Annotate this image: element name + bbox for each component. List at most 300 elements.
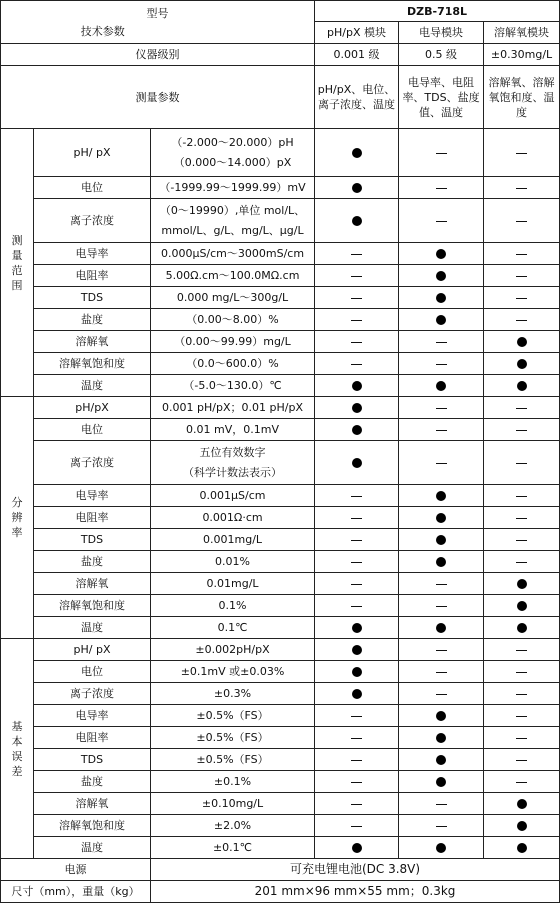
resolution-row [1, 551, 560, 573]
model-label: 型号 [146, 7, 169, 20]
support-ph [315, 529, 399, 551]
accuracy-label: 仪器级别 [1, 44, 315, 66]
not-supported-dash-icon [436, 463, 447, 464]
error-row [1, 749, 560, 771]
supported-dot-icon [352, 403, 362, 413]
range-row [1, 177, 560, 199]
group-char: 围 [11, 278, 23, 292]
support-conductivity [399, 375, 484, 397]
value-line: 5.00Ω.cm～100.0MΩ.cm [165, 269, 300, 282]
support-do [484, 441, 560, 485]
param-value [151, 243, 315, 265]
param-name: 溶解氧 [34, 331, 151, 353]
value-line: （0～19990）,单位 mol/L、 [159, 203, 306, 217]
range-row [1, 353, 560, 375]
range-row [1, 243, 560, 265]
not-supported-dash-icon [436, 804, 447, 805]
support-do [484, 749, 560, 771]
support-conductivity [399, 529, 484, 551]
support-do [484, 837, 560, 859]
not-supported-dash-icon [436, 153, 447, 154]
size-weight-row [1, 881, 560, 903]
not-supported-dash-icon [351, 298, 362, 299]
support-ph [315, 595, 399, 617]
param-name: 电位 [34, 419, 151, 441]
group-char: 率 [11, 526, 23, 539]
support-do [484, 815, 560, 837]
supported-dot-icon [517, 601, 527, 611]
group-char: 差 [11, 764, 23, 778]
param-name: pH/ pX [34, 129, 151, 177]
value-line: （-1999.99～1999.99）mV [159, 181, 306, 194]
not-supported-dash-icon [436, 430, 447, 431]
param-value [151, 287, 315, 309]
range-row [1, 129, 560, 177]
supported-dot-icon [517, 337, 527, 347]
param-value [151, 353, 315, 375]
value-line: ±0.1℃ [212, 841, 253, 854]
group-char: 测 [11, 233, 23, 247]
param-value [151, 595, 315, 617]
support-do [484, 595, 560, 617]
error-row [1, 705, 560, 727]
param-value [151, 837, 315, 859]
param-name: 溶解氧 [34, 793, 151, 815]
accuracy-ph: 0.001 级 [315, 44, 399, 66]
not-supported-dash-icon [516, 518, 527, 519]
error-group-label [1, 639, 34, 859]
param-name: pH/ pX [34, 639, 151, 661]
resolution-row [1, 573, 560, 595]
support-conductivity [399, 837, 484, 859]
range-row [1, 287, 560, 309]
support-ph [315, 397, 399, 419]
error-row [1, 771, 560, 793]
support-conductivity [399, 243, 484, 265]
value-line: 0.01mg/L [206, 577, 259, 590]
support-conductivity [399, 199, 484, 243]
supported-dot-icon [517, 359, 527, 369]
not-supported-dash-icon [351, 584, 362, 585]
param-value [151, 129, 315, 177]
support-conductivity [399, 705, 484, 727]
support-ph [315, 375, 399, 397]
param-name: 电阻率 [34, 727, 151, 749]
not-supported-dash-icon [436, 342, 447, 343]
param-name: 离子浓度 [34, 441, 151, 485]
size-weight-value: 201 mm×96 mm×55 mm；0.3kg [151, 881, 560, 903]
not-supported-dash-icon [351, 738, 362, 739]
not-supported-dash-icon [516, 298, 527, 299]
support-ph [315, 683, 399, 705]
support-do [484, 287, 560, 309]
support-do [484, 353, 560, 375]
not-supported-dash-icon [516, 153, 527, 154]
resolution-row [1, 529, 560, 551]
supported-dot-icon [352, 381, 362, 391]
supported-dot-icon [352, 183, 362, 193]
support-do [484, 617, 560, 639]
range-row [1, 331, 560, 353]
supported-dot-icon [436, 293, 446, 303]
support-conductivity [399, 265, 484, 287]
not-supported-dash-icon [351, 716, 362, 717]
param-value [151, 529, 315, 551]
power-row [1, 859, 560, 881]
support-conductivity [399, 639, 484, 661]
value-line: ±0.002pH/pX [195, 643, 270, 656]
support-conductivity [399, 771, 484, 793]
support-ph [315, 815, 399, 837]
support-do [484, 419, 560, 441]
value-line: 0.01% [215, 555, 250, 568]
support-conductivity [399, 331, 484, 353]
support-conductivity [399, 793, 484, 815]
not-supported-dash-icon [516, 760, 527, 761]
support-ph [315, 617, 399, 639]
supported-dot-icon [352, 645, 362, 655]
support-ph [315, 485, 399, 507]
support-ph [315, 353, 399, 375]
supported-dot-icon [436, 711, 446, 721]
not-supported-dash-icon [516, 408, 527, 409]
value-line: （科学计数法表示） [183, 465, 283, 479]
value-line: 0.001 pH/pX；0.01 pH/pX [162, 401, 303, 414]
supported-dot-icon [436, 777, 446, 787]
support-ph [315, 749, 399, 771]
param-name: 盐度 [34, 771, 151, 793]
header-corner-cell [1, 1, 315, 44]
support-conductivity [399, 507, 484, 529]
group-char: 分 [11, 496, 23, 509]
group-char: 误 [11, 749, 23, 763]
group-char: 本 [11, 734, 23, 748]
supported-dot-icon [436, 535, 446, 545]
param-name: 温度 [34, 617, 151, 639]
supported-dot-icon [436, 315, 446, 325]
support-do [484, 375, 560, 397]
support-do [484, 331, 560, 353]
param-name: TDS [34, 749, 151, 771]
support-do [484, 485, 560, 507]
support-do [484, 529, 560, 551]
support-do [484, 199, 560, 243]
support-do [484, 705, 560, 727]
support-ph [315, 727, 399, 749]
not-supported-dash-icon [436, 826, 447, 827]
supported-dot-icon [352, 689, 362, 699]
error-row [1, 793, 560, 815]
support-do [484, 177, 560, 199]
not-supported-dash-icon [516, 221, 527, 222]
support-conductivity [399, 815, 484, 837]
support-do [484, 661, 560, 683]
value-line: ±0.5%（FS） [196, 731, 269, 744]
not-supported-dash-icon [516, 430, 527, 431]
param-value [151, 639, 315, 661]
param-value [151, 815, 315, 837]
value-line: （-2.000～20.000）pH [171, 135, 294, 149]
measure-params-conductivity: 电导率、电阻率、TDS、盐度值、温度 [399, 66, 484, 129]
supported-dot-icon [352, 667, 362, 677]
param-value [151, 375, 315, 397]
supported-dot-icon [436, 381, 446, 391]
support-conductivity [399, 287, 484, 309]
support-do [484, 397, 560, 419]
accuracy-conductivity: 0.5 级 [399, 44, 484, 66]
not-supported-dash-icon [351, 342, 362, 343]
support-conductivity [399, 683, 484, 705]
power-label: 电源 [1, 859, 151, 881]
not-supported-dash-icon [516, 254, 527, 255]
supported-dot-icon [517, 579, 527, 589]
not-supported-dash-icon [436, 606, 447, 607]
supported-dot-icon [352, 458, 362, 468]
value-line: ±0.1mV 或±0.03% [180, 665, 285, 678]
value-line: 0.001Ω·cm [202, 511, 263, 524]
range-row [1, 265, 560, 287]
param-value [151, 397, 315, 419]
measure-params-do: 溶解氧、溶解氧饱和度、温度 [484, 66, 560, 129]
value-line: ±0.1% [213, 775, 252, 788]
not-supported-dash-icon [516, 694, 527, 695]
support-do [484, 683, 560, 705]
value-line: 0.1℃ [217, 621, 248, 634]
accuracy-row [1, 44, 560, 66]
param-name: pH/pX [34, 397, 151, 419]
not-supported-dash-icon [436, 694, 447, 695]
module-conductivity-header: 电导模块 [399, 22, 484, 44]
resolution-row [1, 617, 560, 639]
value-line: 0.01 mV，0.1mV [186, 423, 279, 436]
support-do [484, 507, 560, 529]
support-ph [315, 507, 399, 529]
not-supported-dash-icon [351, 826, 362, 827]
supported-dot-icon [352, 148, 362, 158]
support-conductivity [399, 129, 484, 177]
param-value [151, 683, 315, 705]
not-supported-dash-icon [516, 496, 527, 497]
not-supported-dash-icon [436, 408, 447, 409]
param-name: 温度 [34, 837, 151, 859]
param-value [151, 771, 315, 793]
size-weight-label: 尺寸（mm），重量（kg） [1, 881, 151, 903]
not-supported-dash-icon [351, 364, 362, 365]
param-value [151, 617, 315, 639]
not-supported-dash-icon [351, 562, 362, 563]
supported-dot-icon [436, 755, 446, 765]
value-line: 0.1% [218, 599, 247, 612]
supported-dot-icon [517, 623, 527, 633]
param-name: 溶解氧 [34, 573, 151, 595]
support-conductivity [399, 749, 484, 771]
value-line: ±0.10mg/L [201, 797, 264, 810]
supported-dot-icon [436, 513, 446, 523]
value-line: 0.001μS/cm [199, 489, 266, 502]
supported-dot-icon [352, 425, 362, 435]
param-name: 离子浓度 [34, 199, 151, 243]
not-supported-dash-icon [516, 562, 527, 563]
param-value [151, 749, 315, 771]
support-ph [315, 705, 399, 727]
error-row [1, 661, 560, 683]
error-row [1, 683, 560, 705]
supported-dot-icon [436, 491, 446, 501]
supported-dot-icon [352, 216, 362, 226]
not-supported-dash-icon [516, 738, 527, 739]
supported-dot-icon [436, 249, 446, 259]
support-ph [315, 441, 399, 485]
value-line: （-5.0～130.0）℃ [183, 379, 282, 392]
param-value [151, 573, 315, 595]
support-ph [315, 573, 399, 595]
group-char: 范 [11, 263, 23, 277]
support-conductivity [399, 441, 484, 485]
support-conductivity [399, 595, 484, 617]
not-supported-dash-icon [351, 518, 362, 519]
param-name: 电导率 [34, 485, 151, 507]
not-supported-dash-icon [516, 650, 527, 651]
param-name: 电阻率 [34, 507, 151, 529]
support-ph [315, 243, 399, 265]
model-value: DZB-718L [315, 1, 560, 22]
resolution-group-label [1, 397, 34, 639]
not-supported-dash-icon [351, 320, 362, 321]
param-name: 温度 [34, 375, 151, 397]
error-row [1, 639, 560, 661]
support-conductivity [399, 617, 484, 639]
param-value [151, 309, 315, 331]
measure-params-row [1, 66, 560, 129]
module-ph-header: pH/pX 模块 [315, 22, 399, 44]
resolution-row [1, 485, 560, 507]
error-row [1, 727, 560, 749]
not-supported-dash-icon [436, 364, 447, 365]
param-value [151, 419, 315, 441]
range-group-label [1, 129, 34, 397]
support-ph [315, 177, 399, 199]
not-supported-dash-icon [436, 584, 447, 585]
resolution-row [1, 507, 560, 529]
not-supported-dash-icon [436, 650, 447, 651]
not-supported-dash-icon [351, 760, 362, 761]
group-char: 量 [11, 248, 23, 262]
support-ph [315, 639, 399, 661]
value-line: mmol/L、g/L、mg/L、μg/L [161, 223, 304, 237]
param-value [151, 199, 315, 243]
support-do [484, 639, 560, 661]
param-name: 盐度 [34, 309, 151, 331]
supported-dot-icon [517, 821, 527, 831]
support-conductivity [399, 661, 484, 683]
param-value [151, 507, 315, 529]
not-supported-dash-icon [436, 672, 447, 673]
support-ph [315, 129, 399, 177]
param-value [151, 485, 315, 507]
param-name: 电导率 [34, 243, 151, 265]
support-conductivity [399, 309, 484, 331]
value-line: 0.001mg/L [203, 533, 263, 546]
support-conductivity [399, 353, 484, 375]
not-supported-dash-icon [516, 320, 527, 321]
support-do [484, 309, 560, 331]
supported-dot-icon [436, 733, 446, 743]
not-supported-dash-icon [351, 606, 362, 607]
range-row [1, 309, 560, 331]
value-line: （0.000～14.000）pX [173, 155, 292, 169]
param-name: 盐度 [34, 551, 151, 573]
param-name: 电阻率 [34, 265, 151, 287]
support-conductivity [399, 397, 484, 419]
support-ph [315, 793, 399, 815]
not-supported-dash-icon [436, 221, 447, 222]
not-supported-dash-icon [516, 276, 527, 277]
support-conductivity [399, 573, 484, 595]
param-name: 溶解氧饱和度 [34, 815, 151, 837]
resolution-row [1, 397, 560, 419]
param-value [151, 331, 315, 353]
value-line: 0.000 mg/L～300g/L [176, 291, 289, 304]
supported-dot-icon [517, 799, 527, 809]
not-supported-dash-icon [351, 782, 362, 783]
not-supported-dash-icon [516, 716, 527, 717]
group-char: 基 [11, 719, 23, 733]
param-value [151, 441, 315, 485]
resolution-row [1, 419, 560, 441]
resolution-row [1, 441, 560, 485]
support-do [484, 265, 560, 287]
module-do-header: 溶解氧模块 [484, 22, 560, 44]
value-line: 五位有效数字 [199, 445, 266, 459]
range-row [1, 199, 560, 243]
power-value: 可充电锂电池(DC 3.8V) [151, 859, 560, 881]
measure-params-ph: pH/pX、电位、离子浓度、温度 [315, 66, 399, 129]
param-value [151, 661, 315, 683]
not-supported-dash-icon [516, 188, 527, 189]
value-line: ±2.0% [213, 819, 252, 832]
not-supported-dash-icon [351, 804, 362, 805]
support-do [484, 129, 560, 177]
param-value [151, 793, 315, 815]
not-supported-dash-icon [516, 540, 527, 541]
support-do [484, 573, 560, 595]
range-row [1, 375, 560, 397]
value-line: ±0.5%（FS） [196, 753, 269, 766]
not-supported-dash-icon [516, 782, 527, 783]
param-name: 溶解氧饱和度 [34, 595, 151, 617]
param-value [151, 727, 315, 749]
support-ph [315, 265, 399, 287]
value-line: ±0.5%（FS） [196, 709, 269, 722]
not-supported-dash-icon [351, 540, 362, 541]
group-char: 辨 [11, 511, 23, 524]
value-line: （0.00～99.99）mg/L [174, 335, 291, 348]
param-name: 电导率 [34, 705, 151, 727]
param-name: TDS [34, 529, 151, 551]
not-supported-dash-icon [516, 672, 527, 673]
param-name: TDS [34, 287, 151, 309]
param-value [151, 551, 315, 573]
not-supported-dash-icon [351, 496, 362, 497]
supported-dot-icon [352, 623, 362, 633]
not-supported-dash-icon [351, 276, 362, 277]
not-supported-dash-icon [516, 463, 527, 464]
support-conductivity [399, 551, 484, 573]
resolution-row [1, 595, 560, 617]
support-ph [315, 419, 399, 441]
support-ph [315, 287, 399, 309]
support-ph [315, 661, 399, 683]
